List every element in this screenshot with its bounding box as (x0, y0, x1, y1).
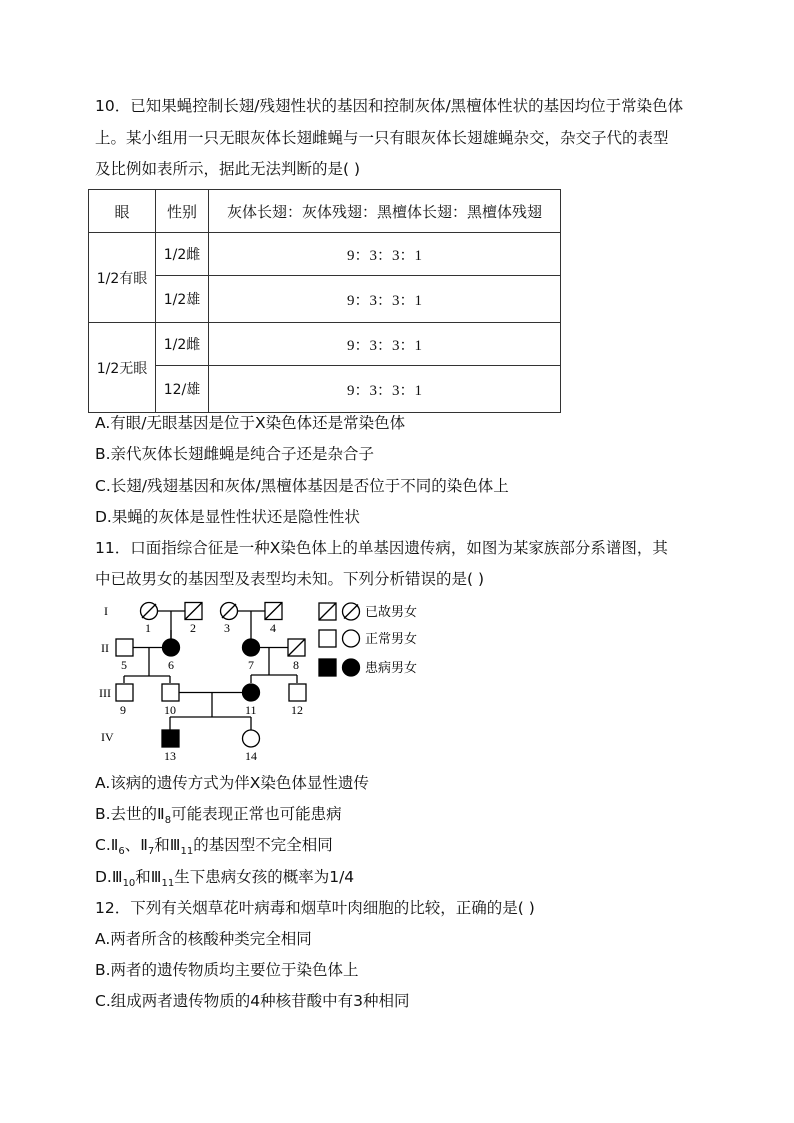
sex-cell: 1/2雄 (156, 276, 209, 323)
phenotype-table (88, 189, 561, 413)
q12-option-c: C.组成两者遗传物质的4种核苷酸中有3种相同 (95, 992, 410, 1010)
q12-option-a: A.两者所含的核酸种类完全相同 (95, 930, 312, 948)
q11-option-d: $D.Ⅲ_{10}$和$Ⅲ_{11}$生下患病女孩的概率为1/4 (95, 868, 355, 890)
id-label: 5 (121, 658, 127, 672)
sex-cell: 12/雄 (156, 366, 209, 413)
table-row (89, 366, 561, 413)
id-label: 4 (270, 621, 276, 635)
legend-affected-male-icon (319, 659, 336, 676)
q10-line-2: 上。某小组用一只无眼灰体长翅雌蝇与一只有眼灰体长翅雄蝇杂交，杂交子代的表型 (95, 129, 669, 147)
legend-deceased-label: 已故男女 (365, 605, 418, 620)
individual-9 (116, 684, 133, 701)
eye-cell: 1/2无眼 (89, 323, 156, 413)
table-header-row (89, 190, 561, 233)
gen-label-ii: II (101, 641, 109, 655)
individual-6 (163, 639, 180, 656)
individual-5 (116, 639, 133, 656)
id-label: 2 (190, 621, 196, 635)
id-label: 9 (120, 703, 126, 717)
legend-normal-label: 正常男女 (365, 632, 418, 647)
q10-option-c: C.长翅/残翅基因和灰体/黑檀体基因是否位于不同的染色体上 (95, 477, 509, 495)
individual-11 (243, 684, 260, 701)
pedigree-chart (95, 596, 435, 766)
q11-line-2: 中已故男女的基因型及表型均未知。下列分析错误的是( ) (95, 570, 485, 588)
ratio-cell: 9：3：3：1 (209, 276, 561, 323)
individual-13 (162, 730, 179, 747)
gen-label-iii: III (99, 686, 111, 700)
individual-7 (243, 639, 260, 656)
id-label: 7 (248, 658, 254, 672)
ratio-cell: 9：3：3：1 (209, 366, 561, 413)
header-eye: 眼 (89, 190, 156, 233)
id-label: 12 (291, 703, 303, 717)
legend-affected-label: 患病男女 (365, 661, 418, 676)
ratio-cell: 9：3：3：1 (209, 233, 561, 276)
q11-line-1: 11．口面指综合征是一种X染色体上的单基因遗传病，如图为某家族部分系谱图，其 (95, 539, 668, 557)
ratio-cell: 9：3：3：1 (209, 323, 561, 366)
gen-label-iv: IV (101, 730, 114, 744)
q10-option-a: A.有眼/无眼基因是位于X染色体还是常染色体 (95, 414, 406, 432)
q10-line-3: 及比例如表所示，据此无法判断的是( ) (95, 160, 361, 178)
gen-label-i: I (104, 604, 108, 618)
legend-normal-male-icon (319, 630, 336, 647)
id-label: 14 (245, 749, 257, 763)
eye-cell: 1/2有眼 (89, 233, 156, 323)
header-sex: 性别 (156, 190, 209, 233)
q11-option-a: A.该病的遗传方式为伴X染色体显性遗传 (95, 774, 369, 792)
id-label: 11 (245, 703, 257, 717)
q12-line-1: 12．下列有关烟草花叶病毒和烟草叶肉细胞的比较，正确的是( ) (95, 899, 535, 917)
sex-cell: 1/2雌 (156, 233, 209, 276)
individual-12 (289, 684, 306, 701)
id-label: 8 (293, 658, 299, 672)
q12-option-b: B.两者的遗传物质均主要位于染色体上 (95, 961, 359, 979)
table-row (89, 276, 561, 323)
legend-normal-female-icon (343, 630, 360, 647)
id-label: 6 (168, 658, 174, 672)
individual-14 (243, 730, 260, 747)
table-row (89, 323, 561, 366)
table-row (89, 233, 561, 276)
id-label: 10 (164, 703, 176, 717)
q11-option-c: $C.Ⅱ_6$、$Ⅱ_7$和$Ⅲ_{11}$的基因型不完全相同 (95, 836, 333, 858)
q11-option-b: B.去世的$Ⅱ_8$可能表现正常也可能患病 (95, 805, 342, 827)
q10-option-b: B.亲代灰体长翅雌蝇是纯合子还是杂合子 (95, 445, 375, 463)
individual-10 (162, 684, 179, 701)
id-label: 3 (224, 621, 230, 635)
header-ratio: 灰体长翅：灰体残翅：黑檀体长翅：黑檀体残翅 (209, 190, 561, 233)
sex-cell: 1/2雌 (156, 323, 209, 366)
q10-line-1: 10．已知果蝇控制长翅/残翅性状的基因和控制灰体/黑檀体性状的基因均位于常染色体 (95, 97, 684, 115)
id-label: 13 (164, 749, 176, 763)
legend-affected-female-icon (343, 659, 360, 676)
id-label: 1 (145, 621, 151, 635)
q10-option-d: D.果蝇的灰体是显性性状还是隐性性状 (95, 508, 360, 526)
